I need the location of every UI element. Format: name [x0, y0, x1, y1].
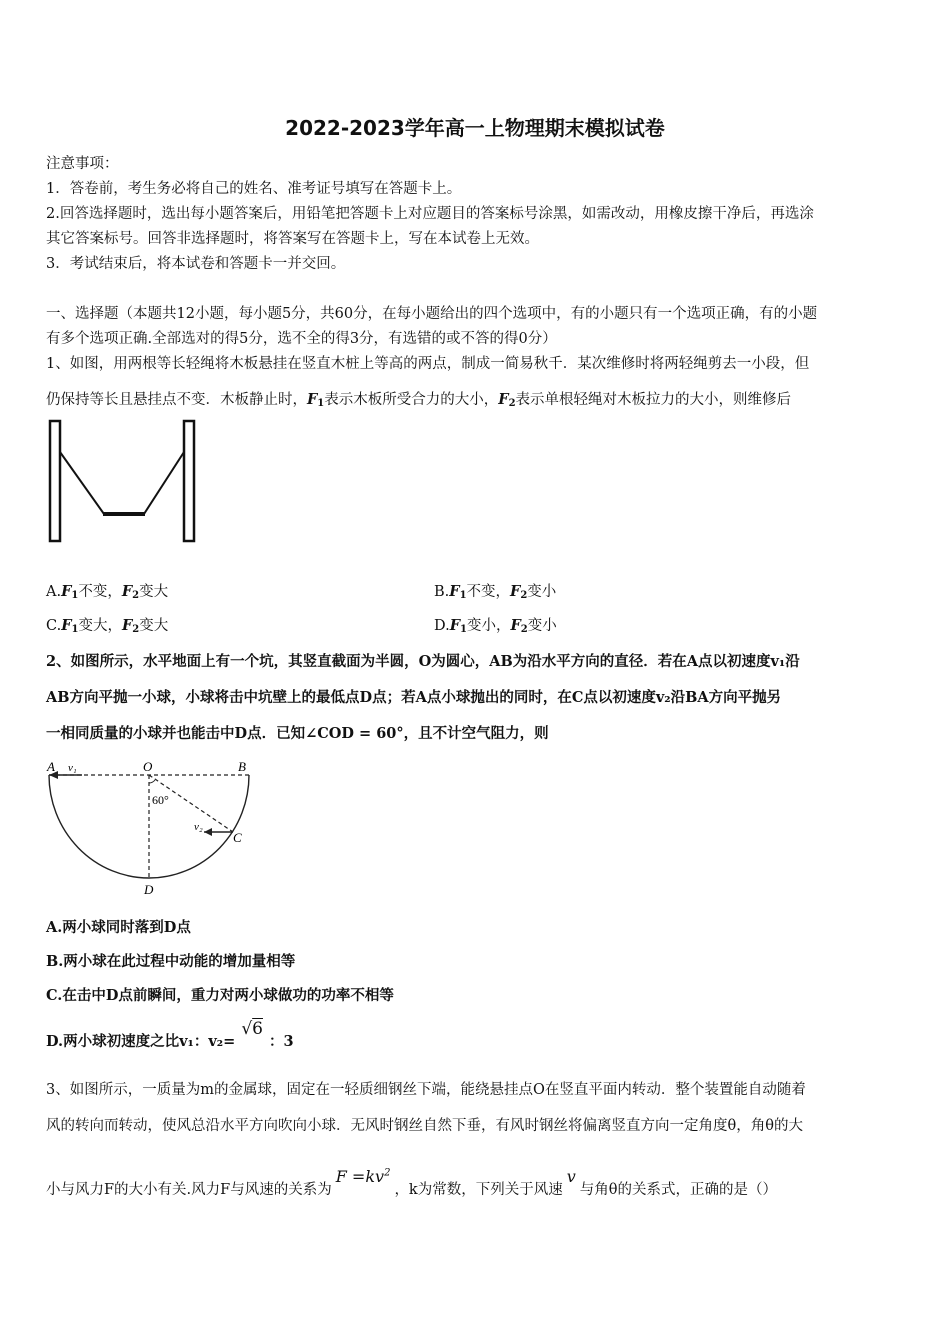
right-rope — [144, 452, 184, 514]
notice-item-2-cont: 其它答案标号。回答非选择题时，将答案写在答题卡上，写在本试卷上无效。 — [46, 231, 539, 247]
q1-option-d[interactable]: $D.F_1$变小，$F_2$变小 — [434, 617, 557, 635]
swing-figure — [46, 418, 202, 544]
label-angle: 60° — [152, 793, 169, 807]
page-title: 2022-2023学年高一上物理期末模拟试卷 — [285, 116, 665, 140]
v2-arrowhead — [204, 828, 212, 836]
label-o: O — [143, 759, 153, 774]
notice-item-1: 1．答卷前，考生务必将自己的姓名、准考证号填写在答题卡上。 — [46, 181, 462, 197]
swing-board — [103, 512, 145, 516]
q3-line-2: 风的转向而转动，使风总沿水平方向吹向小球．无风时钢丝自然下垂，有风时钢丝将偏离竖直方向一定角度θ，角θ的大 — [46, 1118, 803, 1134]
angle-arc — [149, 780, 155, 783]
q1-option-c[interactable]: $C.F_1$变大，$F_2$变大 — [46, 617, 169, 635]
q1-line-2-b: 表示木板所受合力的大小， — [324, 392, 499, 408]
sqrt-6: √6 — [241, 1019, 263, 1039]
label-b: B — [238, 759, 246, 774]
f2-symbol: F — [498, 391, 509, 408]
label-v2: v₂ — [194, 821, 203, 833]
left-post — [50, 421, 60, 541]
f1-symbol: F — [307, 391, 318, 408]
q2-option-d[interactable]: D.两小球初速度之比v₁：v₂=√6：3 — [46, 1019, 294, 1050]
label-c: C — [233, 830, 242, 845]
q1-line-2 — [46, 388, 791, 409]
q2-option-b[interactable]: B.两小球在此过程中动能的增加量相等 — [46, 953, 296, 970]
f1-subscript: 1 — [317, 398, 325, 409]
v-symbol: v — [566, 1167, 576, 1186]
q3-line-3: 小与风力F的大小有关.风力F与风速的关系为$F =kv^2$，k为常数，下列关于风速v与角θ的关系式，正确的是（） — [46, 1167, 778, 1198]
notice-item-2: 2.回答选择题时，选出每小题答案后，用铅笔把答题卡上对应题目的答案标号涂黑，如需改动，用橡皮擦干净后，再选涂 — [46, 206, 814, 222]
section-header-line-2: 有多个选项正确.全部选对的得5分，选不全的得3分，有选错的或不答的得0分） — [46, 331, 557, 347]
q1-line-2-c: 表示单根轻绳对木板拉力的大小，则维修后 — [515, 392, 792, 408]
q1-line-2-a: 仍保持等长且悬挂点不变．木板静止时， — [46, 392, 307, 408]
section-header-line-1: 一、选择题（本题共12小题，每小题5分，共60分，在每小题给出的四个选项中，有的小题只有一个选项正确，有的小题 — [46, 306, 818, 322]
f2-subscript: 2 — [508, 398, 516, 409]
notice-item-3: 3．考试结束后，将本试卷和答题卡一并交回。 — [46, 256, 346, 272]
q1-option-a[interactable]: $A.F_1$不变，$F_2$变大 — [46, 583, 169, 601]
q2-option-c[interactable]: C.在击中D点前瞬间，重力对两小球做功的功率不相等 — [46, 987, 394, 1004]
right-post — [184, 421, 194, 541]
q2-line-2: AB方向平抛一小球，小球将击中坑壁上的最低点D点；若A点小球抛出的同时，在C点以初速度v₂沿BA方向平抛另 — [46, 689, 782, 706]
q1-option-b[interactable]: $B.F_1$不变，$F_2$变小 — [434, 583, 557, 601]
q2-option-a[interactable]: A.两小球同时落到D点 — [46, 919, 191, 936]
notice-heading: 注意事项： — [46, 156, 119, 172]
label-d: D — [144, 882, 154, 897]
q1-line-1: 1、如图，用两根等长轻绳将木板悬挂在竖直木桩上等高的两点，制成一简易秋千．某次维修时将两轻绳剪去一小段，但 — [46, 356, 810, 372]
formula-f-kv2: $F =kv^2$ — [335, 1167, 391, 1186]
label-a: A — [47, 759, 55, 774]
pit-figure — [44, 758, 258, 900]
q2-line-3: 一相同质量的小球并也能击中D点．已知∠COD = 60°，且不计空气阻力，则 — [46, 725, 549, 742]
left-rope — [60, 452, 104, 514]
q3-line-1: 3、如图所示，一质量为m的金属球，固定在一轻质细钢丝下端，能绕悬挂点O在竖直平面内转动．整个装置能自动随着 — [46, 1082, 806, 1098]
q2-line-1: 2、如图所示，水平地面上有一个坑，其竖直截面为半圆，O为圆心，AB为沿水平方向的直径．若在A点以初速度v₁沿 — [46, 653, 800, 670]
label-v1: v₁ — [68, 762, 77, 774]
